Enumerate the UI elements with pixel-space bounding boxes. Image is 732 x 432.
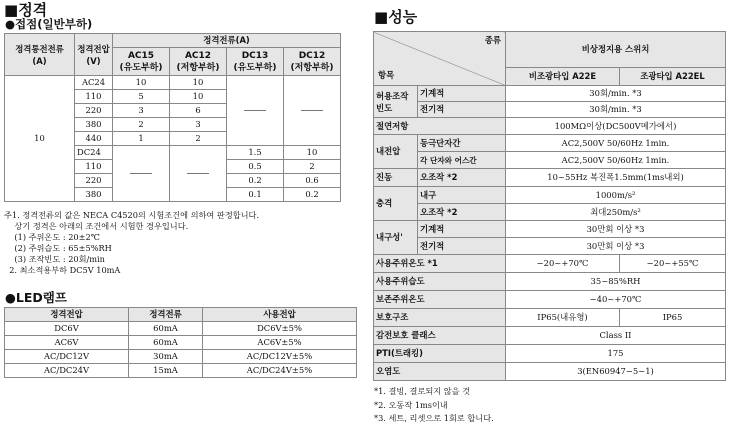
voltage-cell: 380 <box>75 188 113 202</box>
row-value: 30회/min. *3 <box>506 86 726 102</box>
led-cell: 60mA <box>129 322 203 336</box>
table-row <box>374 102 726 118</box>
performance-table <box>373 31 726 381</box>
row-value: 35~85%RH <box>506 273 726 291</box>
voltage-cell: 220 <box>75 104 113 118</box>
led-cell: 60mA <box>129 336 203 350</box>
ac12-cell: 6 <box>170 104 227 118</box>
row-value: AC2,500V 50/60Hz 1min. <box>506 152 726 169</box>
row-sublabel: 기계적 <box>418 86 506 102</box>
led-cell: AC/DC24V <box>5 364 129 378</box>
row-value: 30만회 이상 *3 <box>506 221 726 238</box>
performance-note: *1. 결빙, 결로되지 않을 것 <box>374 386 471 396</box>
row-value: −20~+70℃ <box>506 255 620 273</box>
dc12-cell: 0.2 <box>284 188 341 202</box>
table-row <box>374 135 726 152</box>
voltage-cell: AC24 <box>75 76 113 90</box>
row-label: 진동 <box>374 169 418 187</box>
row-label: PTI(트래킹) <box>374 345 506 363</box>
table-row <box>5 336 357 350</box>
row-value: Class II <box>506 327 726 345</box>
row-label: 보호구조 <box>374 309 506 327</box>
row-label: 충격 <box>374 187 418 221</box>
header-corner <box>374 32 506 86</box>
ac12-cell: 10 <box>170 76 227 90</box>
row-value: AC2,500V 50/60Hz 1min. <box>506 135 726 152</box>
dc13-cell: 0.1 <box>227 188 284 202</box>
table-row <box>374 327 726 345</box>
row-sublabel: 오조작 *2 <box>418 204 506 221</box>
contact-heading: ●접점(일반부하) <box>5 17 93 31</box>
rated-carry-current-value: 10 <box>5 76 75 202</box>
row-label: 사용주위온도 *1 <box>374 255 506 273</box>
ac12-not-applicable <box>170 146 227 202</box>
table-row <box>374 169 726 187</box>
table-row <box>374 152 726 169</box>
led-cell: 15mA <box>129 364 203 378</box>
row-value: 10~55Hz 복진폭1.5mm(1ms내외) <box>506 169 726 187</box>
rating-note: 주1. 정격전류의 값은 NECA C4520의 시험조건에 의하여 판정합니다. <box>4 210 260 220</box>
table-row <box>374 291 726 309</box>
row-value: 30회/min. *3 <box>506 102 726 118</box>
ac15-not-applicable <box>113 146 170 202</box>
dc13-cell: 0.2 <box>227 174 284 188</box>
performance-note: *2. 오동작 1ms이내 <box>374 399 448 410</box>
table-row <box>5 364 357 378</box>
table-row <box>5 350 357 364</box>
voltage-cell: 110 <box>75 90 113 104</box>
dc12-cell: 0.6 <box>284 174 341 188</box>
row-value: 175 <box>506 345 726 363</box>
dc13-cell: 1.5 <box>227 146 284 160</box>
row-label: 사용주위습도 <box>374 273 506 291</box>
table-row <box>374 273 726 291</box>
row-sublabel: 오조작 *2 <box>418 169 506 187</box>
rating-note: (2) 주위습도 : 65±5%RH <box>4 243 112 253</box>
row-sublabel: 기계적 <box>418 221 506 238</box>
performance-notes <box>374 385 494 426</box>
row-label: 허용조작 빈도 <box>374 86 418 118</box>
model-a22el: 조광타입 A22EL <box>620 68 726 86</box>
ac15-cell: 10 <box>113 76 170 90</box>
ac12-cell: 3 <box>170 118 227 132</box>
product-header: 비상정지용 스위치 <box>506 32 726 68</box>
led-table <box>4 307 357 378</box>
rating-note: (1) 주위온도 : 20±2℃ <box>4 232 100 242</box>
ac15-cell: 1 <box>113 132 170 146</box>
ac15-cell: 3 <box>113 104 170 118</box>
ac15-cell: 5 <box>113 90 170 104</box>
led-cell: DC6V±5% <box>203 322 357 336</box>
rating-notes <box>4 210 259 276</box>
voltage-cell: 110 <box>75 160 113 174</box>
table-row <box>374 238 726 255</box>
performance-section-title: ■성능 <box>374 8 418 26</box>
rated-current-table <box>4 33 341 202</box>
row-value: 1000m/s² <box>506 187 726 204</box>
col-rated-current: 정격전류(A) <box>113 34 341 48</box>
col-rated-voltage: 정격전압 (V) <box>75 34 113 76</box>
row-value: IP65(내유형) <box>506 309 620 327</box>
voltage-cell: 440 <box>75 132 113 146</box>
led-cell: AC/DC12V <box>5 350 129 364</box>
table-row <box>374 309 726 327</box>
col-led-operating-voltage: 사용전압 <box>203 308 357 322</box>
dc12-cell: 2 <box>284 160 341 174</box>
row-sublabel: 전기적 <box>418 238 506 255</box>
dc13-cell: 0.5 <box>227 160 284 174</box>
row-value: −20~+55℃ <box>620 255 726 273</box>
voltage-cell: DC24 <box>75 146 113 160</box>
col-ac12: AC12 (저항부하) <box>170 48 227 76</box>
dc12-not-applicable <box>284 76 341 146</box>
performance-note: *3. 세트, 리셋으로 1회로 합니다. <box>374 413 494 423</box>
row-sublabel: 각 단자와 어스간 <box>418 152 506 169</box>
led-cell: 30mA <box>129 350 203 364</box>
table-row <box>5 76 341 90</box>
row-label: 내구성' <box>374 221 418 255</box>
row-value: IP65 <box>620 309 726 327</box>
rating-section-title: ■정격 <box>4 1 48 19</box>
ac12-cell: 10 <box>170 90 227 104</box>
led-cell: AC/DC12V±5% <box>203 350 357 364</box>
row-label: 보존주위온도 <box>374 291 506 309</box>
ac15-cell: 2 <box>113 118 170 132</box>
row-label: 내전압 <box>374 135 418 169</box>
col-ac15: AC15 (유도부하) <box>113 48 170 76</box>
voltage-cell: 220 <box>75 174 113 188</box>
row-value: 100MΩ이상(DC500V메가에서) <box>506 118 726 135</box>
ac12-cell: 2 <box>170 132 227 146</box>
row-sublabel: 동극단자간 <box>418 135 506 152</box>
performance-title: 성능 <box>388 8 418 26</box>
row-value: 30만회 이상 *3 <box>506 238 726 255</box>
row-label: 오염도 <box>374 363 506 381</box>
rating-note: (3) 조작빈도 : 20회/min <box>4 254 105 264</box>
led-cell: AC/DC24V±5% <box>203 364 357 378</box>
table-row <box>374 345 726 363</box>
table-row <box>5 322 357 336</box>
table-row <box>374 187 726 204</box>
led-cell: DC6V <box>5 322 129 336</box>
led-heading: ●LED램프 <box>5 290 67 305</box>
table-row <box>374 255 726 273</box>
rating-note: 2. 최소적용부하 DC5V 10mA <box>4 265 121 275</box>
table-row <box>374 86 726 102</box>
model-a22e: 비조광타입 A22E <box>506 68 620 86</box>
row-value: 3(EN60947−5−1) <box>506 363 726 381</box>
voltage-cell: 380 <box>75 118 113 132</box>
table-row <box>374 118 726 135</box>
row-sublabel: 전기적 <box>418 102 506 118</box>
contact-heading-text: 접점(일반부하) <box>15 17 93 31</box>
kind-label: 종류 <box>484 35 501 45</box>
col-rated-carry-current: 정격통전전류 (A) <box>5 34 75 76</box>
table-row <box>374 204 726 221</box>
row-sublabel: 내구 <box>418 187 506 204</box>
table-row <box>374 221 726 238</box>
rating-title: 정격 <box>18 1 48 19</box>
row-label: 감전보호 클래스 <box>374 327 506 345</box>
col-led-rated-current: 정격전류 <box>129 308 203 322</box>
col-led-rated-voltage: 정격전압 <box>5 308 129 322</box>
row-value: −40~+70℃ <box>506 291 726 309</box>
col-dc13: DC13 (유도부하) <box>227 48 284 76</box>
dc13-not-applicable <box>227 76 284 146</box>
item-label: 항목 <box>378 70 395 80</box>
led-heading-text: LED램프 <box>15 290 67 305</box>
table-row <box>374 363 726 381</box>
row-label: 절연저항 <box>374 118 506 135</box>
col-dc12: DC12 (저항부하) <box>284 48 341 76</box>
led-cell: AC6V±5% <box>203 336 357 350</box>
row-value: 최대250m/s² <box>506 204 726 221</box>
led-cell: AC6V <box>5 336 129 350</box>
dc12-cell: 10 <box>284 146 341 160</box>
rating-note: 상기 정격은 아래의 조건에서 시험한 경우입니다. <box>4 221 189 231</box>
